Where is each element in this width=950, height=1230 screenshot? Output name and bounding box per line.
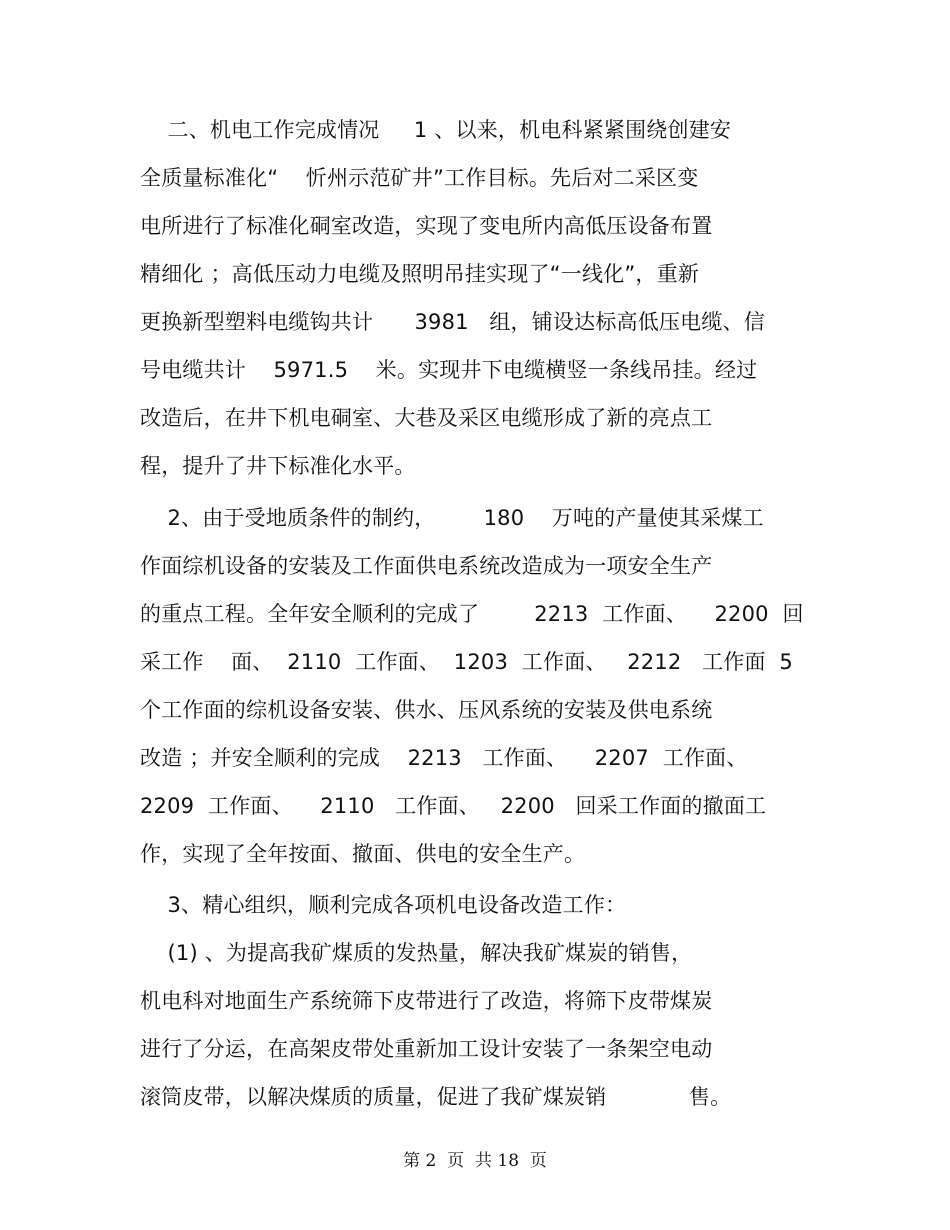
body-line-17: 3、精心组织，顺利完成各项机电设备改造工作：	[140, 893, 627, 917]
body-line-5: 更换新型塑料电缆钩共计 3981 组，铺设达标高低压电缆、信	[140, 310, 765, 334]
body-line-20: 进行了分运，在高架皮带处重新加工设计安装了一条架空电动	[140, 1037, 713, 1061]
body-line-14: 改造 ；并安全顺利的完成 2213 工作面、 2207 工作面、	[140, 746, 748, 770]
page-number-footer: 第 2 页 共 18 页	[403, 1151, 547, 1171]
body-line-6: 号电缆共计 5971.5 米。实现井下电缆横竖一条线吊挂。经过	[140, 358, 758, 382]
body-line-21: 滚筒皮带，以解决煤质的质量，促进了我矿煤炭销 售。	[140, 1085, 732, 1109]
body-line-2: 全质量标准化“ 忻州示范矿井”工作目标。先后对二采区变	[140, 166, 699, 190]
body-line-11: 的重点工程。全年安全顺利的完成了 2213 工作面、 2200 回	[140, 602, 804, 626]
body-line-1: 二、机电工作完成情况 1 、以来，机电科紧紧围绕创建安	[140, 118, 732, 142]
body-line-13: 个工作面的综机设备安装、供水、压风系统的安装及供电系统	[140, 698, 713, 722]
body-line-12: 采工作 面、 2110 工作面、 1203 工作面、 2212 工作面 5	[140, 650, 793, 674]
body-line-4: 精细化 ；高低压动力电缆及照明吊挂实现了“一线化”，重新	[140, 262, 700, 286]
body-line-15: 2209 工作面、 2110 工作面、 2200 回采工作面的撤面工	[140, 794, 767, 818]
body-line-3: 电所进行了标准化硐室改造，实现了变电所内高低压设备布置	[140, 214, 713, 238]
body-line-7: 改造后，在井下机电硐室、大巷及采区电缆形成了新的亮点工	[140, 406, 713, 430]
body-line-18: (1) 、为提高我矿煤质的发热量，解决我矿煤炭的销售，	[140, 941, 693, 965]
body-line-9: 2、由于受地质条件的制约， 180 万吨的产量使其采煤工	[140, 506, 764, 530]
body-line-10: 作面综机设备的安装及工作面供电系统改造成为一项安全生产	[140, 554, 713, 578]
body-line-19: 机电科对地面生产系统筛下皮带进行了改造，将筛下皮带煤炭	[140, 989, 713, 1013]
body-line-8: 程，提升了井下标准化水平。	[140, 454, 416, 478]
body-line-16: 作，实现了全年按面、撤面、供电的安全生产。	[140, 842, 586, 866]
